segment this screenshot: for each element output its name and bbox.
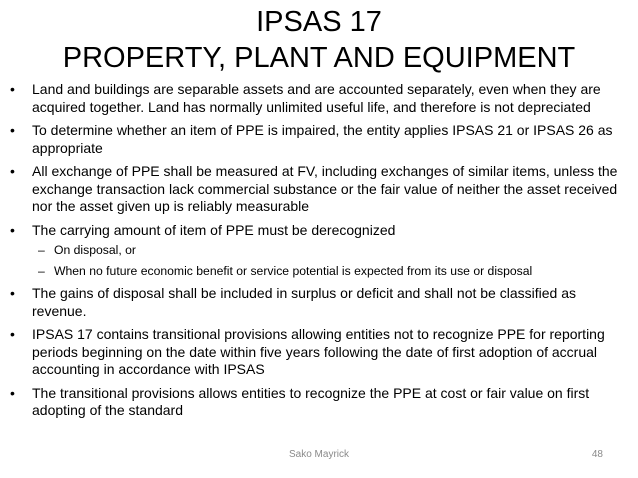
bullet-item xyxy=(10,285,630,320)
title-line-1: IPSAS 17 xyxy=(256,6,382,38)
bullet-item xyxy=(10,222,630,280)
bullet-mark: • xyxy=(10,384,15,401)
slide-title xyxy=(0,4,638,76)
sub-bullet-text: When no future economic benefit or service potential is expected from its use or disposal xyxy=(54,264,533,278)
bullet-text: The transitional provisions allows entities to recognize the PPE at cost or fair value on first adopting of the standard xyxy=(32,384,590,418)
title-line-2: PROPERTY, PLANT AND EQUIPMENT xyxy=(62,42,576,74)
bullet-mark: • xyxy=(10,81,15,97)
bullet-text: IPSAS 17 contains transitional provisions allowing entities not to recognize PPE for reporting periods beginning on the date within five years following the date of first adoption of accrual accounting in accordance with IPSAS xyxy=(32,326,605,377)
bullet-mark: • xyxy=(10,221,15,238)
bullet-item xyxy=(10,326,630,379)
bullet-text: To determine whether an item of PPE is impaired, the entity applies IPSAS 21 or IPSAS 26 as appropriate xyxy=(32,122,613,156)
bullet-text: The gains of disposal shall be included in surplus or deficit and shall not be classified as revenue. xyxy=(32,285,576,319)
sub-bullet-list xyxy=(32,242,630,279)
bullet-mark: • xyxy=(10,285,15,301)
sub-bullet-item xyxy=(32,263,630,279)
bullet-text: All exchange of PPE shall be measured at FV, including exchanges of similar items, unless the exchange transaction lack commercial substance or the fair value of neither the asset received nor the asset given up is reliably measurable xyxy=(32,163,618,214)
bullet-mark: • xyxy=(10,326,15,342)
bullet-item xyxy=(10,163,630,216)
footer-author: Sako Mayrick xyxy=(288,449,349,460)
bullet-item xyxy=(10,81,630,116)
sub-bullet-mark: – xyxy=(38,264,45,278)
bullet-item xyxy=(10,122,630,157)
sub-bullet-item xyxy=(32,242,630,258)
page-number: 48 xyxy=(591,449,603,460)
bullet-mark: • xyxy=(10,122,15,138)
bullet-item xyxy=(10,385,630,420)
sub-bullet-mark: – xyxy=(38,243,45,257)
bullet-mark: • xyxy=(10,163,15,179)
sub-bullet-text: On disposal, or xyxy=(54,243,136,257)
bullet-text: Land and buildings are separable assets and are accounted separately, even when they are acquired together. Land has normally unlimited useful life, and therefore is not depreciated xyxy=(32,81,601,115)
bullet-text: The carrying amount of item of PPE must be derecognized xyxy=(32,221,396,238)
bullet-list xyxy=(10,81,630,426)
